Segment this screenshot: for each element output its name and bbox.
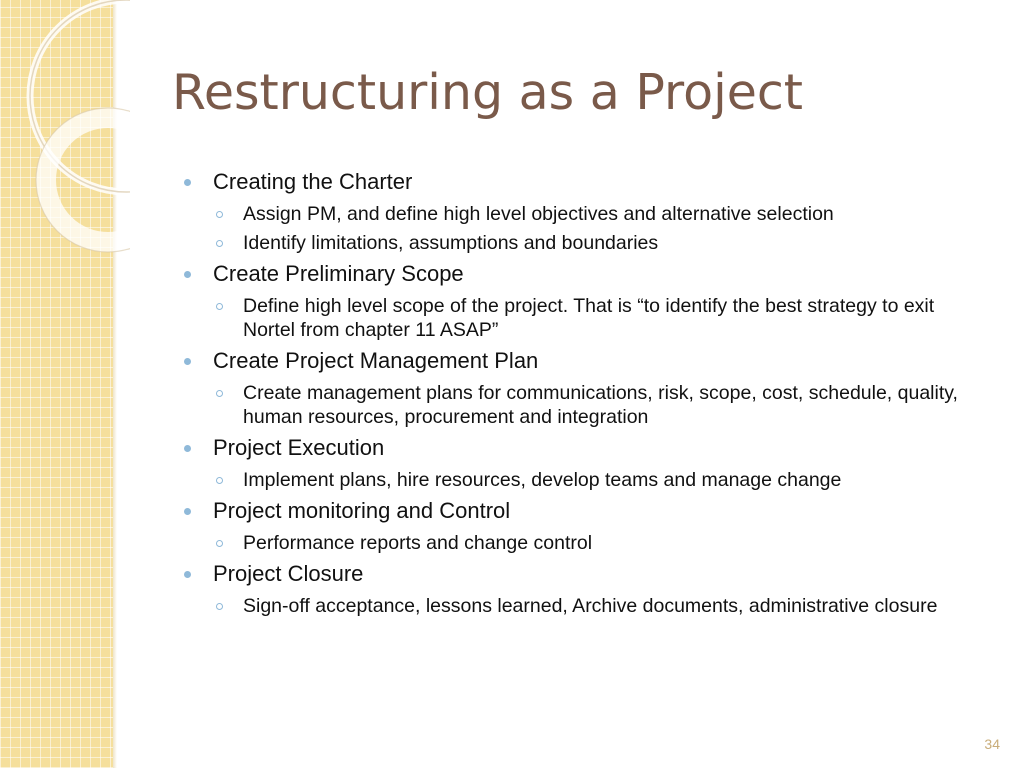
bullet-dot-icon [184,571,191,578]
bullet-text: Project monitoring and Control [213,498,511,523]
decorative-rings [0,0,130,260]
bullet-item [183,559,983,589]
sub-bullet-text: Implement plans, hire resources, develop teams and manage change [243,469,842,491]
bullet-text: Creating the Charter [213,169,413,194]
bullet-dot-icon [184,445,191,452]
bullet-dot-icon [184,358,191,365]
small-ring [46,118,130,242]
sub-bullet-item [183,594,983,618]
sub-bullet-item [183,294,983,342]
sub-bullet-ring-icon [216,603,223,610]
bullet-dot-icon [184,179,191,186]
sub-bullet-ring-icon [216,211,223,218]
sub-bullet-ring-icon [216,390,223,397]
sub-bullet-ring-icon [216,240,223,247]
bullet-item [183,346,983,376]
sub-bullet-item [183,231,983,255]
sub-bullet-text: Assign PM, and define high level objectives and alternative selection [243,203,834,225]
sub-bullet-item [183,468,983,492]
bullet-item [183,433,983,463]
bullet-text: Project Closure [213,561,364,586]
sub-bullet-ring-icon [216,540,223,547]
bullet-text: Create Preliminary Scope [213,261,464,286]
sub-bullet-item [183,531,983,555]
sub-bullet-ring-icon [216,477,223,484]
sub-bullet-text: Create management plans for communications, risk, scope, cost, schedule, quality, human resources, procurement and integration [243,382,958,428]
sub-bullet-text: Define high level scope of the project. That is “to identify the best strategy to exit Nortel from chapter 11 ASAP” [243,295,935,341]
bullet-item [183,496,983,526]
bullet-item [183,167,983,197]
bullet-dot-icon [184,271,191,278]
sub-bullet-item [183,381,983,429]
slide-title: Restructuring as a Project [172,64,804,121]
sub-bullet-text: Sign-off acceptance, lessons learned, Archive documents, administrative closure [243,595,938,617]
bullet-text: Project Execution [213,435,385,460]
bullet-text: Create Project Management Plan [213,348,539,373]
bullet-item [183,259,983,289]
sub-bullet-text: Identify limitations, assumptions and boundaries [243,232,659,254]
page-number: 34 [984,736,1000,752]
sub-bullet-text: Performance reports and change control [243,532,593,554]
bullet-list [183,164,983,622]
sub-bullet-ring-icon [216,303,223,310]
sub-bullet-item [183,202,983,226]
bullet-dot-icon [184,508,191,515]
